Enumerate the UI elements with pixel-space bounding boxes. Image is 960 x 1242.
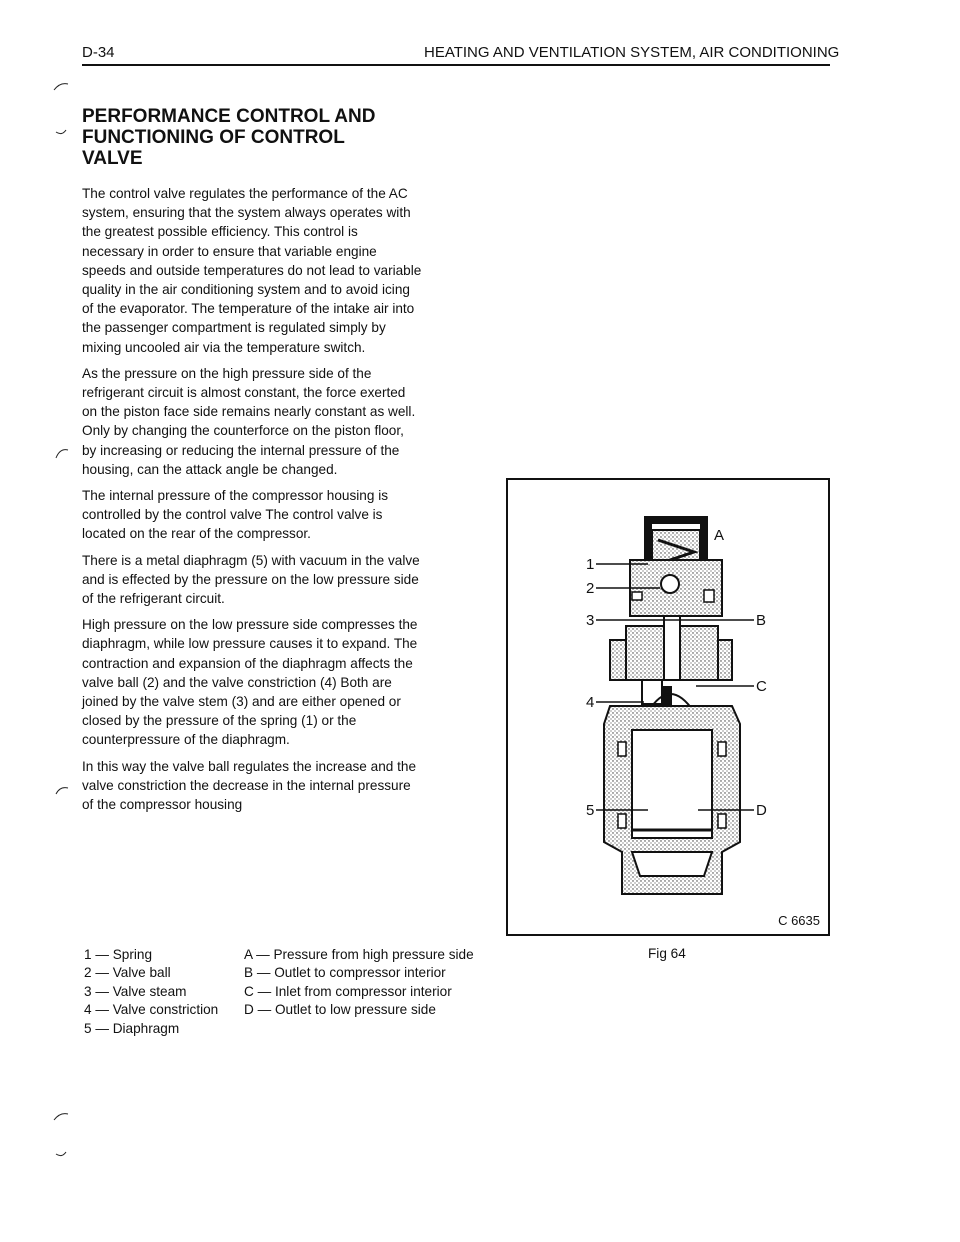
margin-mark-mid [54,446,70,460]
valve-constriction [642,680,662,704]
callout-2: 2 [586,580,595,597]
legend-item: D — Outlet to low pressure side [244,1002,436,1018]
callout-c: C [756,678,767,695]
callout-d: D [756,802,767,819]
legend-item: 4 — Valve constriction [84,1002,219,1018]
control-valve-diagram [508,480,832,938]
callout-1: 1 [586,556,595,573]
legend-item: 3 — Valve steam [84,983,187,999]
title-line: VALVE [82,148,143,169]
margin-marks-bottom [50,1110,74,1160]
margin-mark-lower [54,782,70,796]
paragraph: As the pressure on the high pressure side of the refrigerant circuit is almost constant, the force exerted on the piston face side remains nearly constant as well. Only by changing the counterforce on the piston floor, by increasing or reducing the internal pressure of the housing, can the attack angle be changed. [82,365,416,477]
margin-marks-top [50,80,74,140]
valve-stem [664,616,680,680]
callout-5: 5 [586,802,595,819]
legend-item: C — Inlet from compressor interior [244,983,452,999]
title-line: FUNCTIONING OF CONTROL [82,127,345,148]
paragraph: There is a metal diaphragm (5) with vacuum in the valve and is effected by the pressure on the low pressure side of the refrigerant circuit. [82,552,420,607]
figure-caption: Fig 64 [648,946,686,961]
body-text [82,184,422,821]
callout-b: B [756,612,767,629]
figure-code: C 6635 [778,913,820,928]
diaphragm-chamber [632,730,712,838]
legend-item: 2 — Valve ball [84,965,171,981]
legend-item: B — Outlet to compressor interior [244,965,446,981]
paragraph: High pressure on the low pressure side compresses the diaphragm, while low pressure causes it to expand. The contraction and expansion of the diaphragm affects the valve ball (2) and the valve constriction (4) Both are joined by the valve stem (3) and are either opened or closed by the pressure of the spring (1) or the counterpressure of the diaphragm. [82,617,418,748]
page-title [82,106,412,169]
page-number: D-34 [82,44,115,61]
paragraph: The internal pressure of the compressor housing is controlled by the control valve The control valve is located on the rear of the compressor. [82,488,389,542]
valve-ball [661,575,679,593]
legend-numbers [84,946,218,1038]
legend-item: 1 — Spring [84,947,153,962]
figure-box [506,478,830,936]
header-rule [82,64,830,66]
middle-body-right [680,626,718,680]
section-title: HEATING AND VENTILATION SYSTEM, AIR CONDITIONING [424,44,840,61]
paragraph: The control valve regulates the performance of the AC system, ensuring that the system always operates with the greatest possible efficiency. This control is necessary in order to ensure that variable engine speeds and outside temperatures do not lead to variable quality in the air conditioning system and to avoid icing of the evaporator. The temperature of the intake air into the passenger compartment is regulated simply by mixing uncooled air via the temperature switch. [82,186,422,355]
middle-body-left [626,626,664,680]
legend-letters [244,946,474,1020]
legend-item: 5 — Diaphragm [84,1020,180,1036]
title-line: PERFORMANCE CONTROL AND [82,106,376,127]
callout-4: 4 [586,694,595,711]
callout-a: A [714,527,725,544]
paragraph: In this way the valve ball regulates the increase and the valve constriction the decrease in the internal pressure of the compressor housing [82,758,417,813]
legend-item: A — Pressure from high pressure side [244,947,474,962]
callout-3: 3 [586,612,595,629]
